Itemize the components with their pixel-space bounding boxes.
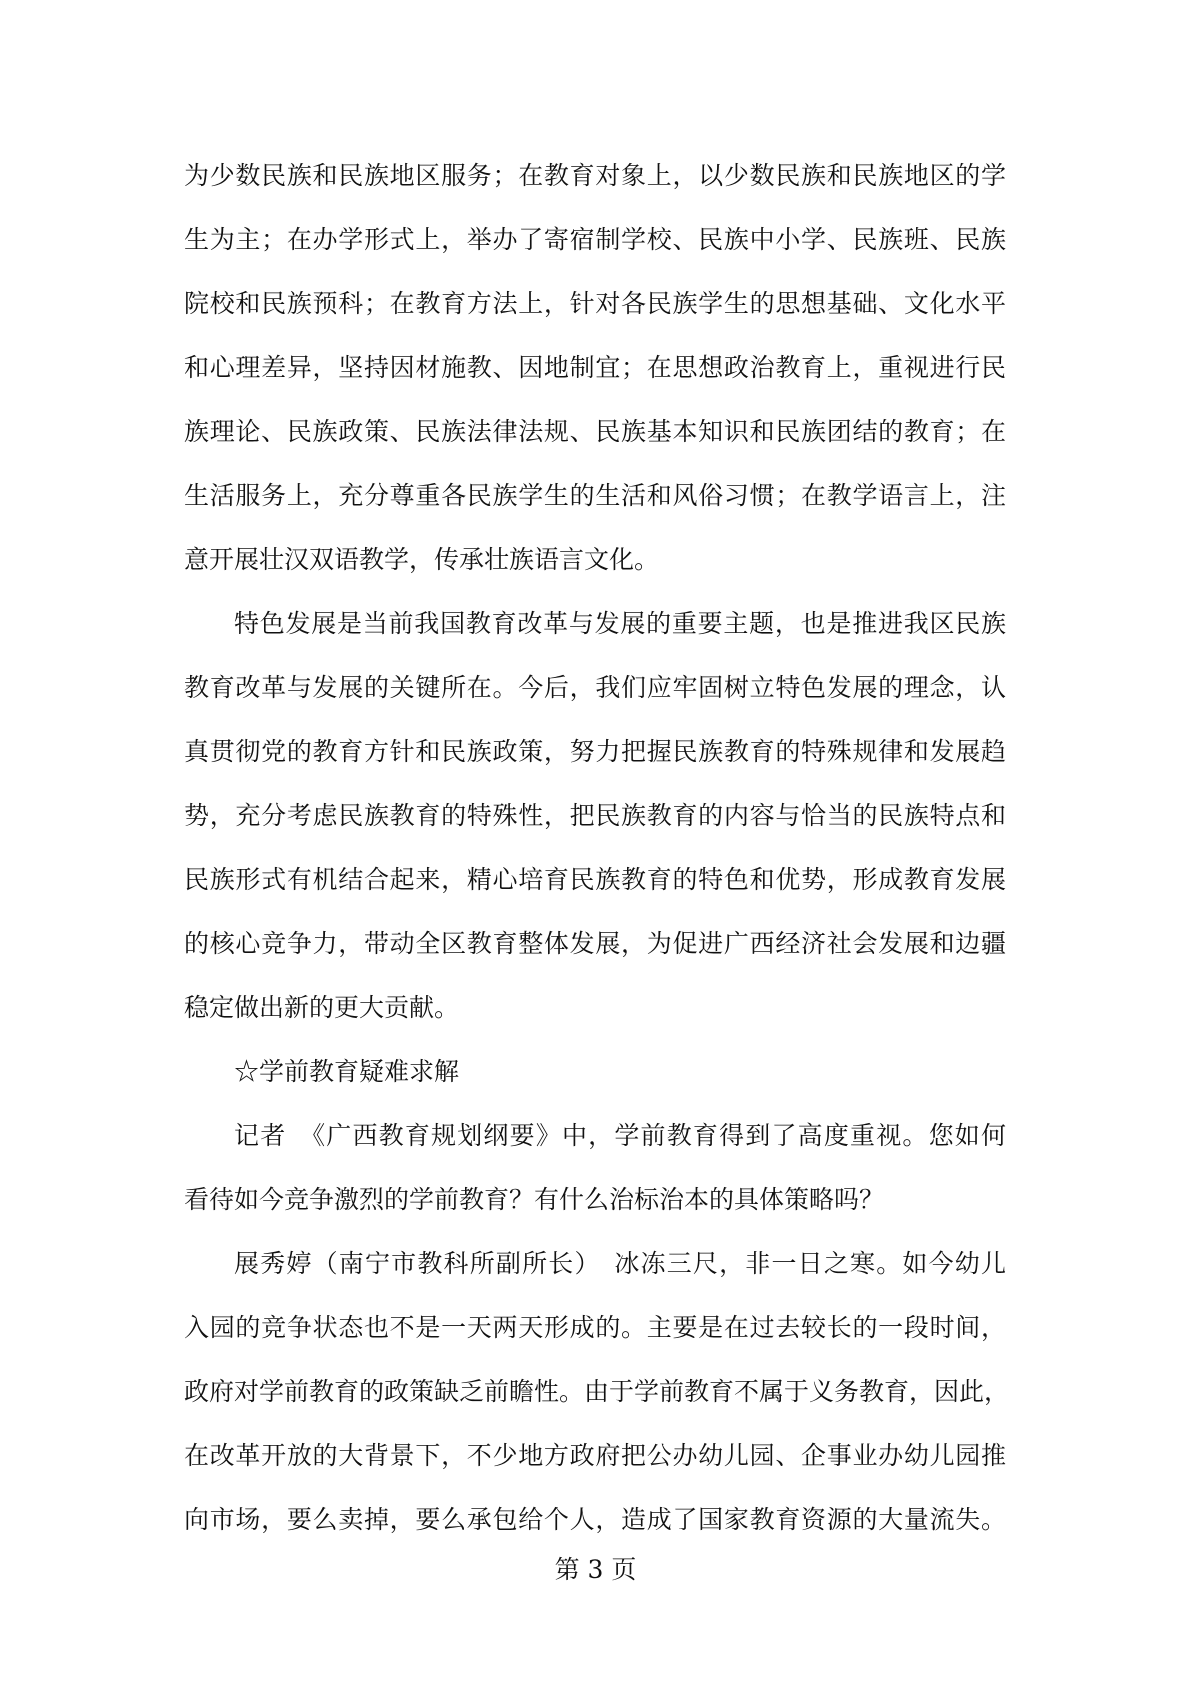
text-line: 稳定做出新的更大贡献。 [184,993,460,1022]
page-footer-suffix: 页 [611,1555,637,1584]
text-line: 特色发展是当前我国教育改革与发展的重要主题，也是推进我区民族 [234,609,1006,638]
text-line: 真贯彻党的教育方针和民族政策，努力把握民族教育的特殊规律和发展趋 [184,737,1006,766]
text-line: 生活服务上，充分尊重各民族学生的生活和风俗习惯；在教学语言上，注 [184,481,1006,510]
paragraph-2 [184,592,1006,1040]
text-line: 势，充分考虑民族教育的特殊性，把民族教育的内容与恰当的民族特点和 [184,801,1006,830]
interviewee-answer [184,1232,1010,1552]
reporter-question [184,1104,1006,1232]
text-line: 在改革开放的大背景下，不少地方政府把公办幼儿园、企事业办幼儿园推 [184,1441,1006,1470]
page-footer-prefix: 第 [554,1555,580,1584]
text-line: 族理论、民族政策、民族法律法规、民族基本知识和民族团结的教育；在 [184,417,1006,446]
text-line: 向市场，要么卖掉，要么承包给个人，造成了国家教育资源的大量流失。 [184,1505,1006,1534]
text-line: 展秀婷（南宁市教科所副所长） 冰冻三尺，非一日之寒。如今幼儿 [234,1249,1006,1278]
text-line: 的核心竞争力，带动全区教育整体发展，为促进广西经济社会发展和边疆 [184,929,1006,958]
document-body [184,144,1010,1552]
text-line: 民族形式有机结合起来，精心培育民族教育的特色和优势，形成教育发展 [184,865,1006,894]
text-line: 生为主；在办学形式上，举办了寄宿制学校、民族中小学、民族班、民族 [184,225,1006,254]
text-line: 看待如今竞争激烈的学前教育？有什么治标治本的具体策略吗？ [184,1185,885,1214]
text-line: 院校和民族预科；在教育方法上，针对各民族学生的思想基础、文化水平 [184,289,1006,318]
section-heading-text: ☆学前教育疑难求解 [234,1057,460,1086]
text-line: 意开展壮汉双语教学，传承壮族语言文化。 [184,545,660,574]
text-line: 教育改革与发展的关键所在。今后，我们应牢固树立特色发展的理念，认 [184,673,1006,702]
section-heading [184,1040,1006,1104]
text-line: 入园的竞争状态也不是一天两天形成的。主要是在过去较长的一段时间， [184,1313,1006,1342]
text-line: 记者 《广西教育规划纲要》中，学前教育得到了高度重视。您如何 [234,1121,1006,1150]
page-footer [0,1550,1191,1590]
paragraph-1 [184,144,1006,592]
text-line: 为少数民族和民族地区服务；在教育对象上，以少数民族和民族地区的学 [184,161,1006,190]
text-line: 政府对学前教育的政策缺乏前瞻性。由于学前教育不属于义务教育，因此， [184,1377,1010,1406]
text-line: 和心理差异，坚持因材施教、因地制宜；在思想政治教育上，重视进行民 [184,353,1006,382]
page-number: 3 [587,1555,604,1584]
